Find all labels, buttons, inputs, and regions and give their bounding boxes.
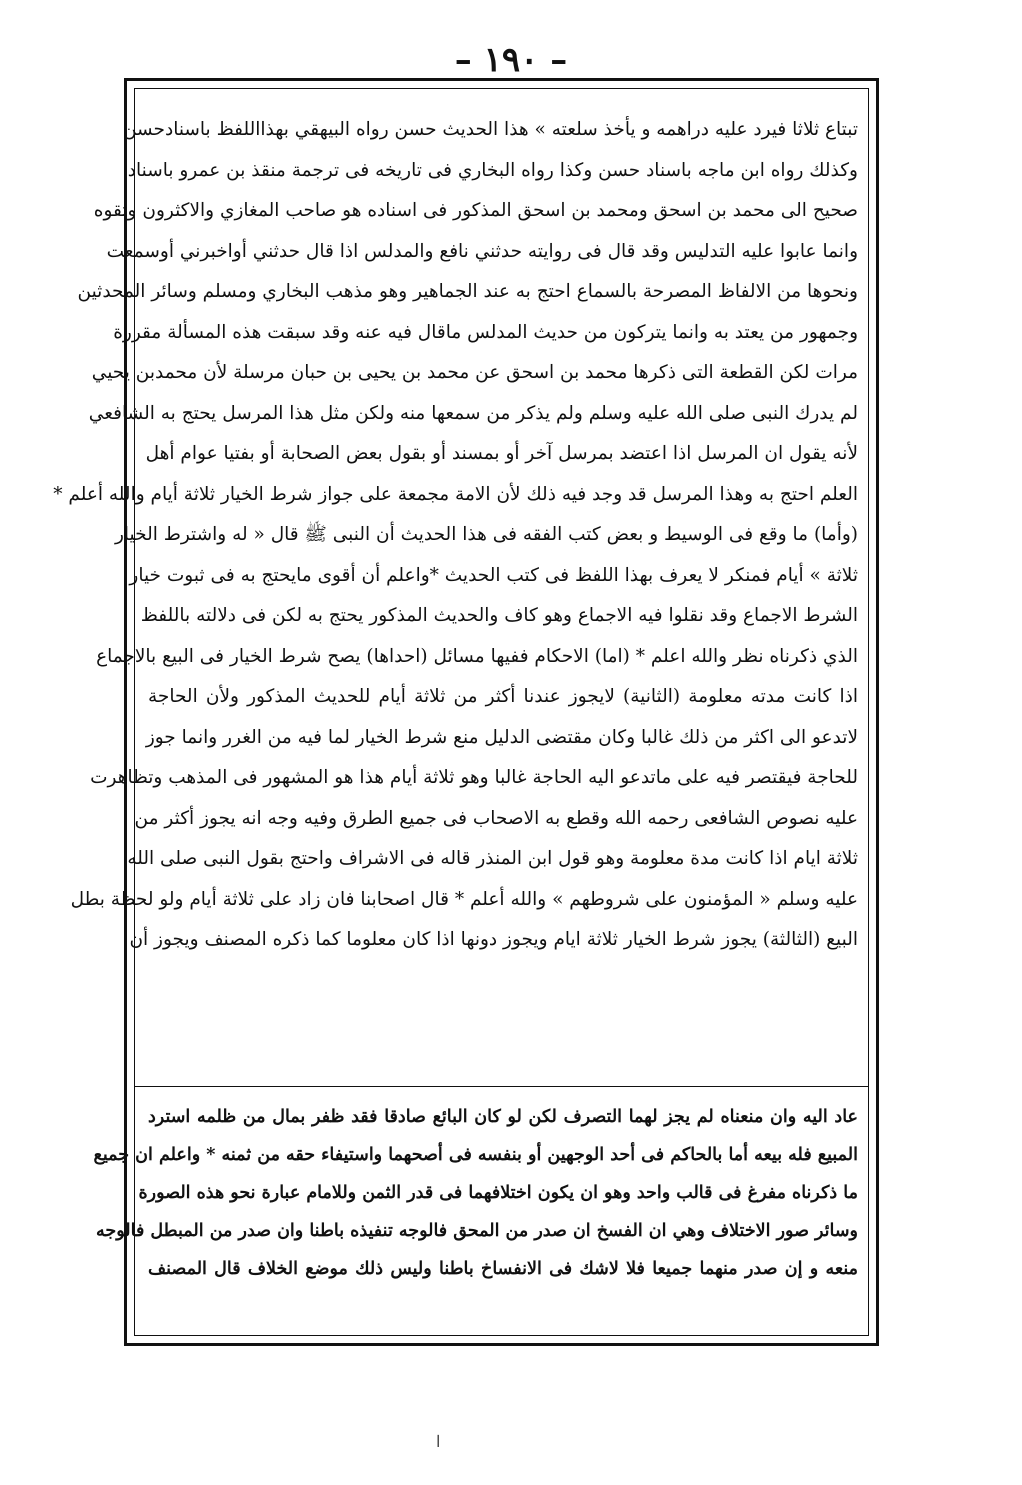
main-text-line: وكذلك رواه ابن ماجه باسناد حسن وكذا رواه البخاري فى تاريخه فى ترجمة منقذ بن عمرو باسناد: [127, 159, 858, 181]
main-text-line: اذا كانت مدته معلومة (الثانية) لايجوز عندنا أكثر من ثلاثة أيام للحديث المذكور ولأن الحاجة: [148, 686, 858, 707]
main-text-line: لاتدعو الى اكثر من ذلك غالبا وكان مقتضى الدليل منع شرط الخيار لما فيه من الغرر وانما جوز: [145, 726, 858, 748]
footer-mark: ا: [436, 1432, 441, 1451]
main-text-line: العلم احتج به وهذا المرسل قد وجد فيه ذلك لأن الامة مجمعة على جواز شرط الخيار ثلاثة أيام والله أعلم *: [53, 483, 858, 505]
main-text-line: البيع (الثالثة) يجوز شرط الخيار ثلاثة ايام ويجوز دونها اذا كان معلوما كما ذكره المصنف ويجوز أن: [129, 929, 858, 950]
main-text-line: وجمهور من يعتد به وانما يتركون من حديث المدلس ماقال فيه عنه وقد سبقت هذه المسألة مقررة: [113, 321, 858, 343]
main-text-line: ثلاثة ايام اذا كانت مدة معلومة وهو قول ابن المنذر قاله فى الاشراف واحتج بقول النبى صلى الله: [127, 848, 858, 869]
main-text-line: صحيح الى محمد بن اسحق ومحمد بن اسحق المذكور فى اسناده هو صاحب المغازي والاكثرون وثقوه: [93, 200, 858, 221]
main-text-line: للحاجة فيقتصر فيه على ماتدعو اليه الحاجة غالبا وهو ثلاثة أيام هذا هو المشهور فى المذهب وتظاهرت: [90, 767, 858, 788]
main-text-line: مرات لكن القطعة التى ذكرها محمد بن اسحق عن محمد بن يحيى بن حبان مرسلة لأن محمدبن يحيي: [91, 362, 858, 383]
main-text-line: عليه وسلم « المؤمنون على شروطهم » والله أعلم * قال اصحابنا فان زاد على ثلاثة أيام ولو لحظة بطل: [70, 888, 858, 910]
section-divider: [134, 1086, 869, 1087]
commentary-line: وسائر صور الاختلاف وهي ان الفسخ ان صدر من المحق فالوجه تنفيذه باطنا وان صدر من المبطل فالوجه: [96, 1221, 858, 1241]
main-text-line: ونحوها من الالفاظ المصرحة بالسماع احتج به عند الجماهير وهو مذهب البخاري ومسلم وسائر المحدثين: [77, 281, 858, 302]
commentary-line: ما ذكرناه مفرغ فى قالب واحد وهو ان يكون اختلافهما فى قدر الثمن وللامام عبارة نحو هذه الصورة: [138, 1183, 858, 1203]
main-text-line: لأنه يقول ان المرسل اذا اعتضد بمرسل آخر أو بمسند أو بقول بعض الصحابة أو بفتيا عوام أهل: [145, 443, 858, 464]
commentary-line: المبيع فله بيعه أما بالحاكم فى أحد الوجهين أو بنفسه فى أصحهما واستيفاء حقه من ثمنه * واعلم ان جميع: [93, 1145, 858, 1165]
main-text-line: (وأما) ما وقع فى الوسيط و بعض كتب الفقه فى هذا الحديث أن النبى ﷺ قال « له واشترط الخيار: [114, 524, 858, 545]
page-number: – ١٩٠ –: [454, 40, 568, 80]
main-text-line: عليه نصوص الشافعى رحمه الله وقطع به الاصحاب فى جميع الطرق وفيه وجه انه يجوز أكثر من: [134, 807, 858, 829]
commentary-block: [93, 1098, 858, 1288]
main-text-line: تبتاع ثلاثا فيرد عليه دراهمه و يأخذ سلعته » هذا الحديث حسن رواه البيهقي بهذااللفظ باسنادحسن: [122, 119, 858, 140]
main-text-line: الشرط الاجماع وقد نقلوا فيه الاجماع وهو كاف والحديث المذكور يحتج به لكن فى دلالته باللفظ: [140, 605, 858, 626]
main-text-line: ثلاثة » أيام فمنكر لا يعرف بهذا اللفظ فى كتب الحديث *واعلم أن أقوى مايحتج به فى ثبوت خيار: [129, 564, 858, 586]
main-text-line: وانما عابوا عليه التدليس وقد قال فى روايته حدثني نافع والمدلس اذا قال حدثني أواخبرني أوسمعت: [106, 240, 858, 262]
main-text-line: لم يدرك النبى صلى الله عليه وسلم ولم يذكر من سمعها منه ولكن مثل هذا المرسل يحتج به الشافعي: [88, 402, 858, 424]
commentary-line: عاد اليه وان منعناه لم يجز لهما التصرف لكن لو كان البائع صادقا فقد ظفر بمال من ظلمه استرد: [148, 1107, 858, 1127]
main-text-block: [53, 110, 858, 961]
main-text-line: الذي ذكرناه نظر والله اعلم * (اما) الاحكام ففيها مسائل (احداها) يصح شرط الخيار فى البيع بالاجماع: [96, 645, 858, 667]
commentary-line: منعه و إن صدر منهما جميعا فلا لاشك فى الانفساخ باطنا وليس ذلك موضع الخلاف قال المصنف: [148, 1259, 858, 1279]
